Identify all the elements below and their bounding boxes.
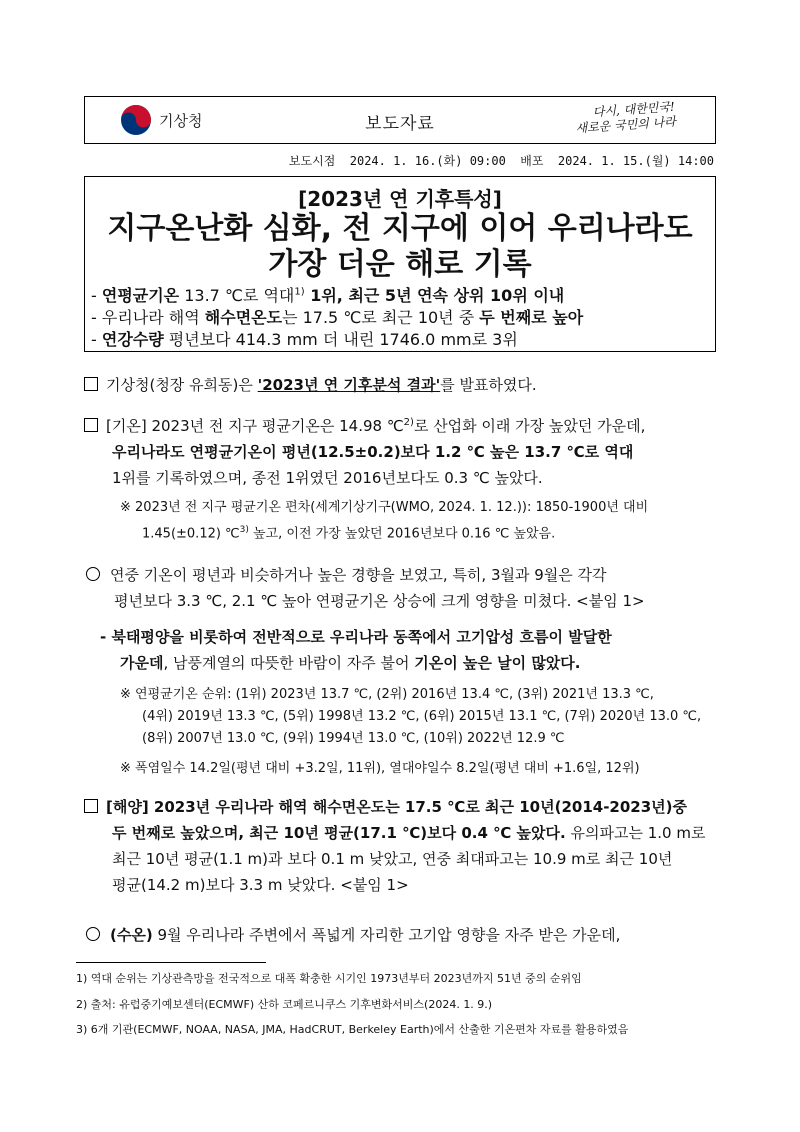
headline-subpoint-temperature: - 연평균기온 13.7 ℃로 역대$^{1)}$ 1위, 최근 5년 연속 상위 10위 이내 bbox=[91, 286, 565, 305]
agency-name: 기상청 bbox=[159, 111, 203, 130]
headline-tag: [2023년 연 기후특성] bbox=[298, 187, 502, 211]
paragraph-temperature-line-3: 1위를 기록하였으며, 종전 1위였던 2016년보다도 0.3 ℃ 높았다. bbox=[112, 469, 543, 487]
paragraph-pressure-pattern bbox=[100, 624, 612, 676]
headline-title bbox=[85, 211, 715, 283]
slogan-line-2: 새로운 국민의 나라 bbox=[574, 114, 676, 136]
paragraph-ocean-line-4: 평균(14.2 m)보다 3.3 m 낮았다. <붙임 1> bbox=[112, 876, 409, 894]
note-ranking-line-3: (8위) 2007년 13.0 ℃, (9위) 1994년 13.0 ℃, (10위) 2022년 12.9 ℃ bbox=[142, 731, 565, 746]
checkbox-bullet-icon bbox=[84, 418, 98, 432]
note-temperature-ranking bbox=[120, 684, 701, 750]
note-heatwave-days: ※ 폭염일수 14.2일(평년 대비 +3.2일, 11위), 열대야일수 8.2일(평년 대비 +1.6일, 12위) bbox=[120, 761, 640, 776]
paragraph-ocean-line-3: 최근 10년 평균(1.1 m)과 보다 0.1 m 낮았고, 연중 최대파고는 10.9 m로 최근 10년 bbox=[112, 850, 673, 868]
footnote-1: 1) 역대 순위는 기상관측망을 전국적으로 대폭 확충한 시기인 1973년부터 2023년까지 51년 중의 순위임 bbox=[76, 972, 582, 985]
paragraph-yearly-trend-line-2: 평년보다 3.3 ℃, 2.1 ℃ 높아 연평균기온 상승에 크게 영향을 미쳤다. <붙임 1> bbox=[114, 592, 645, 610]
footnote-3: 3) 6개 기관(ECMWF, NOAA, NASA, JMA, HadCRUT, Berkeley Earth)에서 산출한 기온편차 자료를 활용하였음 bbox=[76, 1023, 629, 1036]
paragraph-temperature-line-2: 우리나라도 연평균기온이 평년(12.5±0.2)보다 1.2 ℃ 높은 13.7 ℃로 역대 bbox=[112, 443, 634, 461]
circle-bullet-icon bbox=[86, 567, 100, 581]
checkbox-bullet-icon bbox=[84, 377, 98, 391]
checkbox-bullet-icon bbox=[84, 799, 98, 813]
note-global-temperature-line-1: ※ 2023년 전 지구 평균기온 편차(세계기상기구(WMO, 2024. 1. 12.)): 1850-1900년 대비 bbox=[120, 500, 649, 515]
slogan-line-1: 다시, 대한민국! bbox=[592, 99, 675, 120]
note-ranking-line-1: ※ 연평균기온 순위: (1위) 2023년 13.7 ℃, (2위) 2016년 13.4 ℃, (3위) 2021년 13.3 ℃, bbox=[120, 687, 654, 702]
headline-title-line-2: 가장 더운 해로 기록 bbox=[268, 247, 532, 282]
release-schedule: 보도시점 2024. 1. 16.(화) 09:00 배포 2024. 1. 15.(월) 14:00 bbox=[288, 154, 714, 168]
headline-subpoint-precipitation: - 연강수량 평년보다 414.3 mm 더 내린 1746.0 mm로 3위 bbox=[91, 330, 518, 349]
paragraph-pressure-pattern-line-1: - 북태평양을 비롯하여 전반적으로 우리나라 동쪽에서 고기압성 흐름이 발달한 bbox=[100, 628, 612, 646]
document-type-title: 보도자료 bbox=[365, 114, 435, 134]
paragraph-water-temperature: (수온) 9월 우리나라 주변에서 폭넓게 자리한 고기압 영향을 자주 받은 가운데, bbox=[86, 922, 620, 948]
note-global-temperature-line-2: 1.45(±0.12) ℃$^{3)}$ 높고, 이전 가장 높았던 2016년보다 0.16 ℃ 높았음. bbox=[142, 525, 556, 542]
paragraph-temperature-line-1: [기온] 2023년 전 지구 평균기온은 14.98 ℃$^{2)}$로 산업화 이래 가장 높았던 가운데, bbox=[84, 410, 645, 439]
paragraph-ocean bbox=[84, 794, 705, 898]
circle-bullet-icon bbox=[86, 927, 100, 941]
note-global-temperature bbox=[120, 497, 648, 545]
paragraph-announcement: 기상청(청장 유희동)은 '2023년 연 기후분석 결과'를 발표하였다. bbox=[84, 372, 537, 398]
note-ranking-line-2: (4위) 2019년 13.3 ℃, (5위) 1998년 13.2 ℃, (6위) 2015년 13.1 ℃, (7위) 2020년 13.0 ℃, bbox=[142, 709, 702, 724]
press-release-header bbox=[84, 96, 716, 144]
paragraph-ocean-line-1: [해양] 2023년 우리나라 해역 해수면온도는 17.5 ℃로 최근 10년(2014-2023년)중 bbox=[84, 794, 705, 820]
paragraph-yearly-trend: 연중 기온이 평년과 비슷하거나 높은 경향을 보였고, 특히, 3월과 9월은 각각 평년보다 3.3 ℃, 2.1 ℃ 높아 연평균기온 상승에 크게 영향을 미쳤다. <붙임 1> bbox=[86, 562, 645, 614]
paragraph-temperature bbox=[84, 410, 645, 491]
footnote-2: 2) 출처: 유럽중기예보센터(ECMWF) 산하 코페르니쿠스 기후변화서비스(2024. 1. 9.) bbox=[76, 998, 493, 1011]
headline-subpoint-sea-temperature: - 우리나라 해역 해수면온도는 17.5 ℃로 최근 10년 중 두 번째로 높아 bbox=[91, 308, 584, 327]
headline-title-line-1: 지구온난화 심화, 전 지구에 이어 우리나라도 bbox=[107, 211, 693, 246]
paragraph-pressure-pattern-line-2: 가운데, 남풍계열의 따뜻한 바람이 자주 불어 기온이 높은 날이 많았다. bbox=[120, 654, 581, 672]
paragraph-ocean-line-2: 두 번째로 높았으며, 최근 10년 평균(17.1 ℃)보다 0.4 ℃ 높았다. 유의파고는 1.0 m로 bbox=[112, 824, 706, 842]
headline-box bbox=[84, 176, 716, 352]
footnote-divider bbox=[76, 962, 266, 963]
